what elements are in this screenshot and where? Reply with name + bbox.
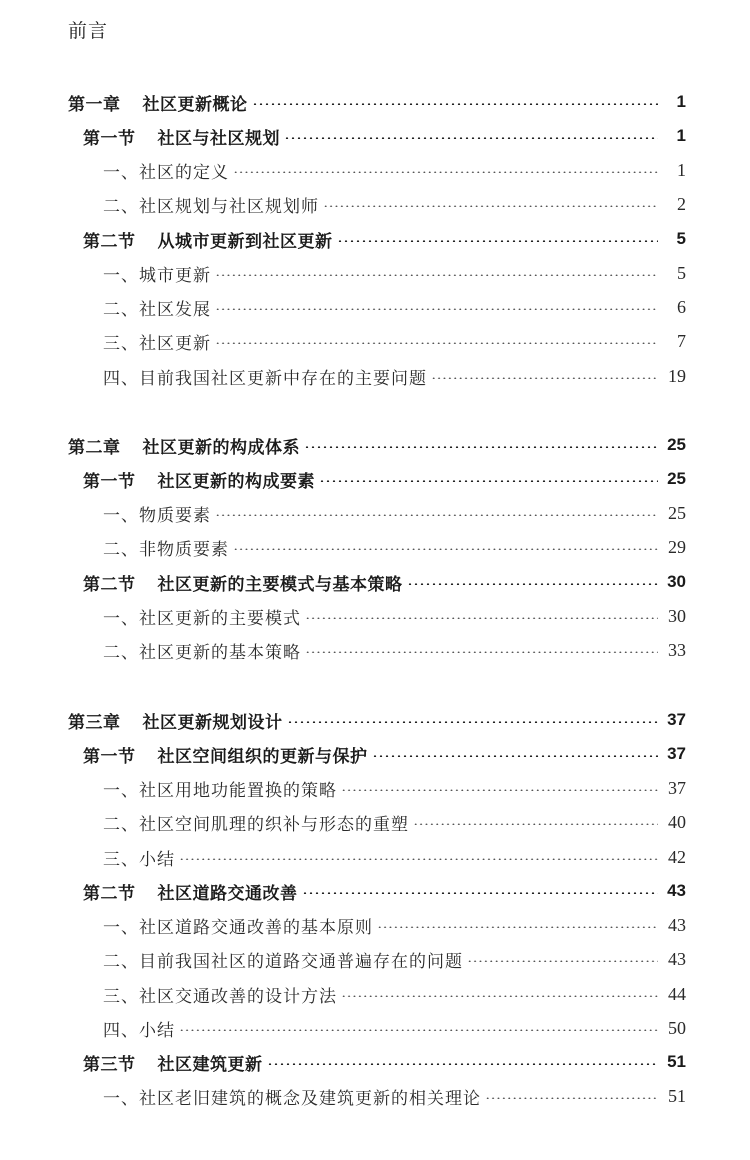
toc-section-title: 社区空间组织的更新与保护 xyxy=(157,746,368,767)
toc-chapter-title: 社区更新概论 xyxy=(142,94,248,115)
toc-page-number: 30 xyxy=(667,572,686,591)
toc-section-title: 从城市更新到社区更新 xyxy=(157,231,333,252)
toc-item-title: 三、小结 xyxy=(103,849,175,870)
toc-section-row xyxy=(0,877,750,905)
toc-page-number: 43 xyxy=(668,914,686,935)
toc-item-row xyxy=(0,808,750,836)
toc-chapter-row xyxy=(0,706,750,734)
dot-leader xyxy=(323,205,658,207)
dot-leader xyxy=(284,137,658,139)
dot-leader xyxy=(467,960,658,962)
dot-leader xyxy=(215,274,658,276)
toc-page-number: 44 xyxy=(668,983,686,1004)
toc-chapter-number: 第三章 xyxy=(68,712,121,733)
toc-section-title: 社区更新的构成要素 xyxy=(157,471,315,492)
toc-page-number: 50 xyxy=(668,1017,686,1038)
toc-section-row xyxy=(0,465,750,493)
toc-item-row xyxy=(0,327,750,355)
toc-section-row xyxy=(0,225,750,253)
dot-leader xyxy=(233,548,658,550)
toc-page-number: 25 xyxy=(667,435,686,454)
toc-section-heading xyxy=(83,742,368,767)
toc-chapter-row xyxy=(0,431,750,459)
dot-leader xyxy=(179,858,658,860)
toc-chapter-heading xyxy=(68,90,248,115)
dot-leader xyxy=(215,342,658,344)
toc-item-title: 一、城市更新 xyxy=(103,265,211,286)
dot-leader xyxy=(485,1097,658,1099)
toc-chapter-title: 社区更新规划设计 xyxy=(142,712,283,733)
toc-section-number: 第一节 xyxy=(83,746,136,767)
toc-chapter-number: 第二章 xyxy=(68,437,121,458)
toc-item-row xyxy=(0,1082,750,1110)
toc-item-title: 二、目前我国社区的道路交通普遍存在的问题 xyxy=(103,951,463,972)
toc-section-number: 第二节 xyxy=(83,231,136,252)
toc-section-heading xyxy=(83,467,315,492)
dot-leader xyxy=(179,1029,658,1031)
toc-page-number: 43 xyxy=(667,881,686,900)
toc-section-heading xyxy=(83,879,298,904)
toc-section-title: 社区更新的主要模式与基本策略 xyxy=(157,574,403,595)
toc-section-title: 社区建筑更新 xyxy=(157,1054,263,1075)
toc-item-row xyxy=(0,156,750,184)
dot-leader xyxy=(377,926,658,928)
dot-leader xyxy=(431,377,658,379)
dot-leader xyxy=(252,103,659,105)
toc-item-title: 二、社区发展 xyxy=(103,299,211,320)
toc-item-title: 一、社区更新的主要模式 xyxy=(103,608,301,629)
toc-section-number: 第二节 xyxy=(83,883,136,904)
dot-leader xyxy=(413,823,658,825)
toc-page-number: 51 xyxy=(667,1052,686,1071)
dot-leader xyxy=(287,721,659,723)
toc-section-row xyxy=(0,568,750,596)
toc-section-number: 第一节 xyxy=(83,471,136,492)
toc-item-row xyxy=(0,774,750,802)
toc-item-row xyxy=(0,1014,750,1042)
toc-item-title: 二、非物质要素 xyxy=(103,539,229,560)
toc-item-title: 二、社区空间肌理的织补与形态的重塑 xyxy=(103,814,409,835)
dot-leader xyxy=(267,1063,659,1065)
toc-item-row xyxy=(0,945,750,973)
toc-page-number: 30 xyxy=(668,605,686,626)
toc-page-number: 37 xyxy=(668,777,686,798)
toc-section-title: 社区与社区规划 xyxy=(157,128,280,149)
toc-page-number: 1 xyxy=(676,92,686,111)
toc-section-heading xyxy=(83,570,403,595)
toc-page-number: 1 xyxy=(677,159,686,180)
toc-item-title: 三、社区更新 xyxy=(103,333,211,354)
toc-item-row xyxy=(0,843,750,871)
toc-item-row xyxy=(0,499,750,527)
toc-page-number: 25 xyxy=(668,502,686,523)
toc-section-row xyxy=(0,122,750,150)
toc-page-number: 51 xyxy=(668,1085,686,1106)
toc-item-row xyxy=(0,190,750,218)
toc-chapter-heading xyxy=(68,433,300,458)
toc-chapter-row xyxy=(0,88,750,116)
toc-chapter-heading xyxy=(68,708,283,733)
toc-item-row xyxy=(0,911,750,939)
toc-section-heading xyxy=(83,124,280,149)
dot-leader xyxy=(337,240,659,242)
toc-item-row xyxy=(0,362,750,390)
toc-item-title: 一、物质要素 xyxy=(103,505,211,526)
toc-item-title: 二、社区规划与社区规划师 xyxy=(103,196,319,217)
toc-section-number: 第一节 xyxy=(83,128,136,149)
toc-page-number: 37 xyxy=(667,744,686,763)
preface-heading: 前言 xyxy=(68,20,109,42)
toc-page-number: 29 xyxy=(668,536,686,557)
dot-leader xyxy=(215,308,658,310)
toc-item-row xyxy=(0,293,750,321)
toc-section-number: 第二节 xyxy=(83,574,136,595)
toc-item-title: 一、社区用地功能置换的策略 xyxy=(103,780,337,801)
dot-leader xyxy=(372,755,659,757)
toc-section-heading xyxy=(83,227,333,252)
toc-page-number: 7 xyxy=(677,330,686,351)
toc-section-row xyxy=(0,740,750,768)
toc-item-title: 一、社区老旧建筑的概念及建筑更新的相关理论 xyxy=(103,1088,481,1109)
dot-leader xyxy=(341,995,658,997)
toc-item-title: 四、小结 xyxy=(103,1020,175,1041)
toc-page-number: 19 xyxy=(668,365,686,386)
toc-page-number: 43 xyxy=(668,948,686,969)
toc-item-title: 一、社区道路交通改善的基本原则 xyxy=(103,917,373,938)
toc-page-number: 42 xyxy=(668,846,686,867)
toc-item-row xyxy=(0,533,750,561)
toc-page-number: 40 xyxy=(668,811,686,832)
dot-leader xyxy=(304,446,658,448)
toc-chapter-number: 第一章 xyxy=(68,94,121,115)
toc-section-heading xyxy=(83,1050,263,1075)
dot-leader xyxy=(319,480,658,482)
toc-section-number: 第三节 xyxy=(83,1054,136,1075)
toc-item-row xyxy=(0,259,750,287)
toc-page-number: 25 xyxy=(667,469,686,488)
toc-item-row xyxy=(0,980,750,1008)
dot-leader xyxy=(233,171,658,173)
toc-section-title: 社区道路交通改善 xyxy=(157,883,298,904)
toc-item-title: 四、目前我国社区更新中存在的主要问题 xyxy=(103,368,427,389)
toc-page-number: 5 xyxy=(677,262,686,283)
toc-page-number: 1 xyxy=(676,126,686,145)
toc-page-number: 37 xyxy=(667,710,686,729)
toc-item-row xyxy=(0,636,750,664)
dot-leader xyxy=(341,789,658,791)
toc-page-number: 5 xyxy=(676,229,686,248)
dot-leader xyxy=(407,583,659,585)
toc-page-number: 6 xyxy=(677,296,686,317)
toc-item-title: 二、社区更新的基本策略 xyxy=(103,642,301,663)
dot-leader xyxy=(302,892,659,894)
toc-section-row xyxy=(0,1048,750,1076)
dot-leader xyxy=(305,617,658,619)
toc-page-number: 33 xyxy=(668,639,686,660)
toc-chapter-title: 社区更新的构成体系 xyxy=(142,437,300,458)
dot-leader xyxy=(215,514,658,516)
toc-item-row xyxy=(0,602,750,630)
toc-item-title: 三、社区交通改善的设计方法 xyxy=(103,986,337,1007)
toc-page-number: 2 xyxy=(677,193,686,214)
toc-item-title: 一、社区的定义 xyxy=(103,162,229,183)
dot-leader xyxy=(305,651,658,653)
